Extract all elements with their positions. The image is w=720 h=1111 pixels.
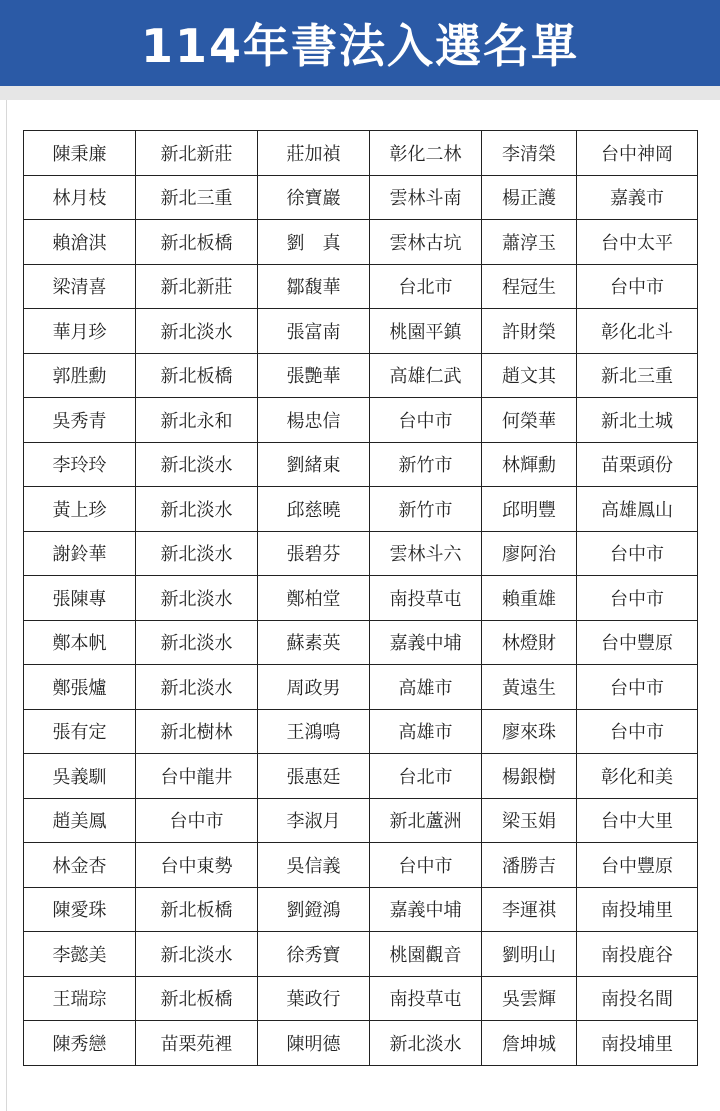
region-cell: 苗栗頭份 [577,442,698,487]
table-row [24,531,698,576]
region-cell: 新北板橋 [136,220,258,265]
name-cell: 吳信義 [258,843,370,888]
region-cell: 新北新莊 [136,131,258,176]
name-cell: 徐寶巖 [258,175,370,220]
name-cell: 賴滄淇 [24,220,136,265]
name-cell: 潘勝吉 [482,843,577,888]
region-cell: 高雄市 [370,709,482,754]
name-cell: 張有定 [24,709,136,754]
region-cell: 新北淡水 [136,932,258,977]
region-cell: 高雄鳳山 [577,487,698,532]
name-cell: 陳秉廉 [24,131,136,176]
region-cell: 高雄市 [370,665,482,710]
name-cell: 張惠廷 [258,754,370,799]
region-cell: 台北市 [370,754,482,799]
name-cell: 林輝勳 [482,442,577,487]
name-cell: 李懿美 [24,932,136,977]
region-cell: 台中市 [577,531,698,576]
region-cell: 南投名間 [577,976,698,1021]
region-cell: 新北淡水 [136,309,258,354]
region-cell: 台中市 [577,709,698,754]
region-cell: 台中市 [577,665,698,710]
region-cell: 台中太平 [577,220,698,265]
title-banner [0,0,720,86]
table-row [24,709,698,754]
table-row [24,620,698,665]
region-cell: 新北板橋 [136,887,258,932]
region-cell: 新北永和 [136,398,258,443]
table-row [24,398,698,443]
region-cell: 雲林古坑 [370,220,482,265]
selection-table [23,130,698,1066]
region-cell: 彰化和美 [577,754,698,799]
region-cell: 台中東勢 [136,843,258,888]
name-cell: 郭胜勳 [24,353,136,398]
region-cell: 嘉義中埔 [370,620,482,665]
name-cell: 吳秀青 [24,398,136,443]
name-cell: 陳明德 [258,1021,370,1066]
region-cell: 新北三重 [136,175,258,220]
name-cell: 賴重雄 [482,576,577,621]
table-row [24,665,698,710]
name-cell: 詹坤城 [482,1021,577,1066]
region-cell: 新北淡水 [136,620,258,665]
name-cell: 李淑月 [258,798,370,843]
name-cell: 劉明山 [482,932,577,977]
region-cell: 台中豐原 [577,620,698,665]
name-cell: 黃上珍 [24,487,136,532]
name-cell: 程冠生 [482,264,577,309]
table-row [24,576,698,621]
name-cell: 鄭張爐 [24,665,136,710]
region-cell: 新北新莊 [136,264,258,309]
region-cell: 南投埔里 [577,1021,698,1066]
name-cell: 李玲玲 [24,442,136,487]
name-cell: 蕭淳玉 [482,220,577,265]
region-cell: 新北淡水 [136,665,258,710]
region-cell: 桃園觀音 [370,932,482,977]
name-cell: 張陳專 [24,576,136,621]
name-cell: 劉緒東 [258,442,370,487]
name-cell: 謝鈴華 [24,531,136,576]
divider-band [0,86,720,100]
table-row [24,843,698,888]
region-cell: 新北淡水 [370,1021,482,1066]
name-cell: 華月珍 [24,309,136,354]
region-cell: 新北三重 [577,353,698,398]
name-cell: 楊銀樹 [482,754,577,799]
name-cell: 陳秀戀 [24,1021,136,1066]
region-cell: 嘉義中埔 [370,887,482,932]
table-body [24,131,698,1066]
name-cell: 鄒馥華 [258,264,370,309]
table-row [24,220,698,265]
region-cell: 新北淡水 [136,487,258,532]
region-cell: 台中市 [136,798,258,843]
list-card [6,100,720,1111]
name-cell: 徐秀寶 [258,932,370,977]
region-cell: 台中市 [370,843,482,888]
table-row [24,887,698,932]
name-cell: 吳義馴 [24,754,136,799]
table-row [24,264,698,309]
name-cell: 廖來珠 [482,709,577,754]
region-cell: 新北淡水 [136,531,258,576]
region-cell: 雲林斗南 [370,175,482,220]
table-row [24,309,698,354]
name-cell: 李運祺 [482,887,577,932]
region-cell: 南投埔里 [577,887,698,932]
name-cell: 楊正護 [482,175,577,220]
name-cell: 趙文其 [482,353,577,398]
table-row [24,976,698,1021]
region-cell: 苗栗苑裡 [136,1021,258,1066]
name-cell: 吳雲輝 [482,976,577,1021]
name-cell: 張富南 [258,309,370,354]
region-cell: 新北土城 [577,398,698,443]
name-cell: 邱慈曉 [258,487,370,532]
name-cell: 王鴻鳴 [258,709,370,754]
name-cell: 張碧芬 [258,531,370,576]
region-cell: 彰化北斗 [577,309,698,354]
name-cell: 林金杏 [24,843,136,888]
name-cell: 梁清喜 [24,264,136,309]
region-cell: 新北板橋 [136,353,258,398]
name-cell: 王瑞琮 [24,976,136,1021]
name-cell: 蘇素英 [258,620,370,665]
name-cell: 黃遠生 [482,665,577,710]
table-row [24,175,698,220]
name-cell: 葉政行 [258,976,370,1021]
table-row [24,487,698,532]
name-cell: 楊忠信 [258,398,370,443]
name-cell: 鄭本帆 [24,620,136,665]
name-cell: 莊加禎 [258,131,370,176]
name-cell: 何榮華 [482,398,577,443]
region-cell: 新北蘆洲 [370,798,482,843]
name-cell: 趙美鳳 [24,798,136,843]
region-cell: 台中市 [370,398,482,443]
region-cell: 南投草屯 [370,976,482,1021]
name-cell: 李清榮 [482,131,577,176]
region-cell: 台中市 [577,576,698,621]
region-cell: 新北淡水 [136,576,258,621]
name-cell: 鄭柏堂 [258,576,370,621]
region-cell: 桃園平鎮 [370,309,482,354]
name-cell: 劉鐙鴻 [258,887,370,932]
name-cell: 廖阿治 [482,531,577,576]
region-cell: 雲林斗六 [370,531,482,576]
table-row [24,131,698,176]
name-cell: 許財榮 [482,309,577,354]
region-cell: 台中龍井 [136,754,258,799]
region-cell: 南投鹿谷 [577,932,698,977]
name-cell: 林月枝 [24,175,136,220]
name-cell: 劉 真 [258,220,370,265]
name-cell: 林燈財 [482,620,577,665]
name-cell: 邱明豐 [482,487,577,532]
region-cell: 彰化二林 [370,131,482,176]
table-row [24,353,698,398]
page-title: 114年書法入選名單 [140,19,580,73]
table-row [24,932,698,977]
region-cell: 新北板橋 [136,976,258,1021]
region-cell: 台北市 [370,264,482,309]
name-cell: 梁玉娟 [482,798,577,843]
region-cell: 台中大里 [577,798,698,843]
table-row [24,798,698,843]
name-cell: 周政男 [258,665,370,710]
region-cell: 新竹市 [370,442,482,487]
region-cell: 台中豐原 [577,843,698,888]
table-row [24,754,698,799]
name-cell: 陳愛珠 [24,887,136,932]
region-cell: 嘉義市 [577,175,698,220]
region-cell: 南投草屯 [370,576,482,621]
table-row [24,442,698,487]
region-cell: 新北淡水 [136,442,258,487]
region-cell: 新竹市 [370,487,482,532]
name-cell: 張艷華 [258,353,370,398]
region-cell: 高雄仁武 [370,353,482,398]
region-cell: 台中市 [577,264,698,309]
region-cell: 台中神岡 [577,131,698,176]
table-row [24,1021,698,1066]
region-cell: 新北樹林 [136,709,258,754]
